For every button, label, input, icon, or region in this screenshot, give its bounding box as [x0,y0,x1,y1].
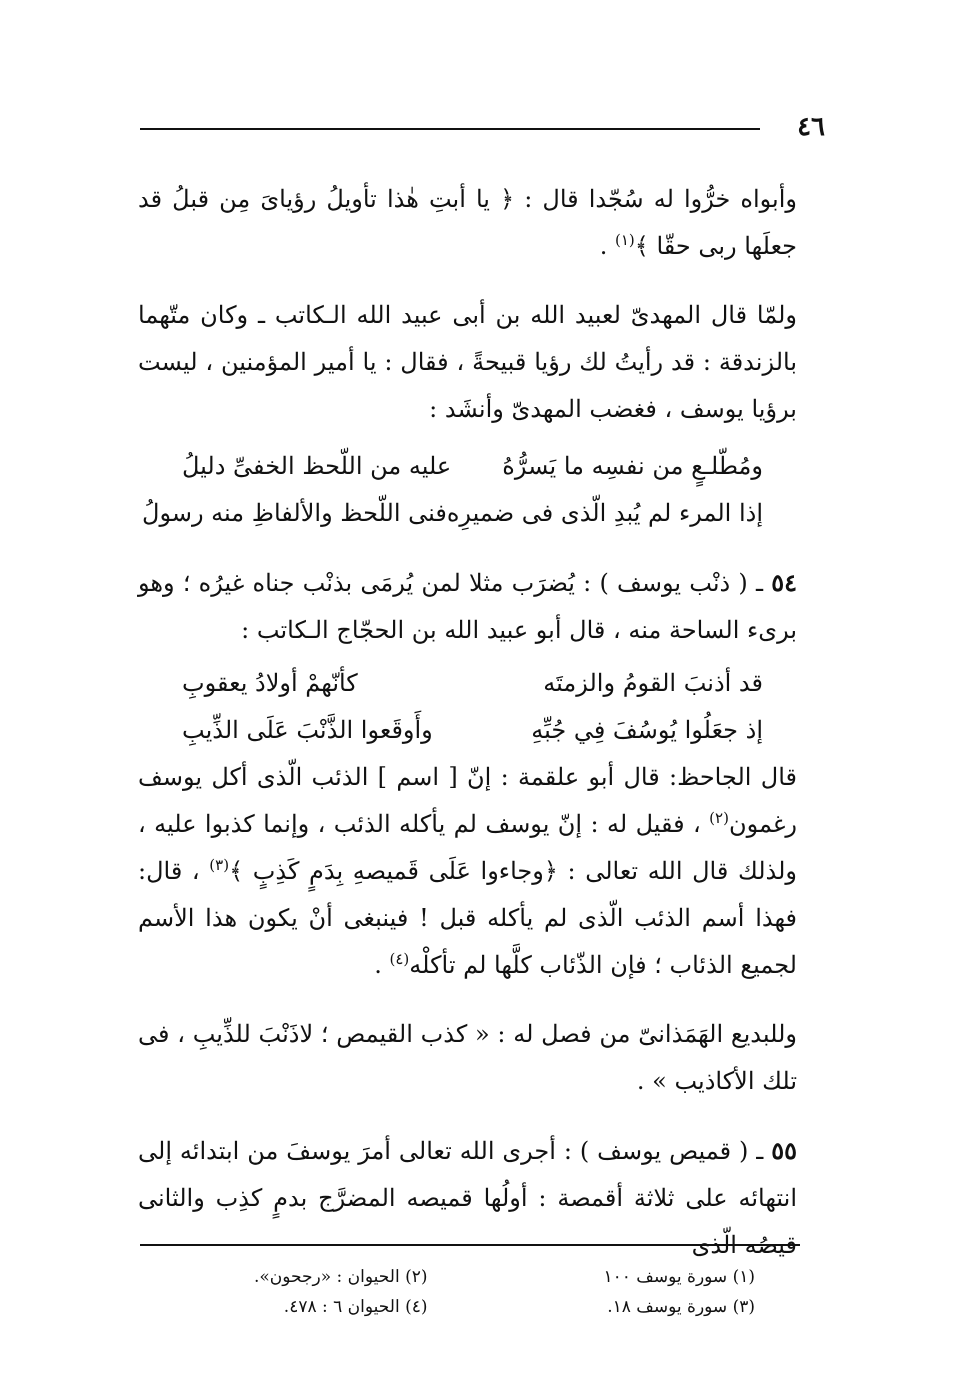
verse-block-2 [138,660,797,754]
footnote-rule [140,1244,800,1246]
entry-number: ٥٤ [771,568,797,597]
verse-line [138,443,797,490]
paragraph-1-end: . [599,232,615,260]
footnote-4: (٤) الحيوان ٦ : ٤٧٨. [283,1297,428,1317]
footnote-ref-2: (٢) [709,809,729,827]
paragraph-3 [138,559,797,654]
footnote-ref-1: (١) [614,231,635,249]
footnote-ref-4: (٤) [389,950,410,968]
verse-hemistich: إذا المرء لم يُبدِ الّذى فى ضميرِه [446,499,763,527]
footnote-3: (٣) سورة يوسف ١٨. [607,1297,755,1317]
footnotes [140,1262,755,1322]
paragraph-6 [138,1127,797,1269]
paragraph-1 [138,176,797,270]
verse-hemistich: عليه من اللّحظ الخفىِّ دليلُ [182,452,452,480]
verse-hemistich: قد أذنبَ القومُ والزمتَه [543,669,763,697]
verse-line [138,490,797,537]
verse-line [138,660,797,707]
verse-block-1 [138,443,797,537]
verse-hemistich: فنى اللّحظ والألفاظِ منه رسولُ [142,499,447,527]
footnote-ref-3: (٣) [209,856,230,874]
footnote-1: (١) سورة يوسف ١٠٠ [603,1267,755,1287]
page-number: ٤٦ [797,112,825,142]
verse-line [138,707,797,754]
paragraph-1-text: وأبواه خرُّوا له سُجّدا قال : ﴿ يا أبتِ هٰذا تأويلُ رؤياىَ مِن قبلُ قد جعلَها ربى حقّا ﴾ [138,185,797,260]
paragraph-4-end: . [374,951,390,979]
verse-hemistich: وأَوقَعوا الذَّنْبَ عَلَى الذِّيبِ [182,716,433,744]
verse-hemistich: ومُطّلـعٍ من نفسِه ما يَسرُّهُ [502,452,763,480]
paragraph-6-text: ـ ( قميص يوسف ) : أجرى الله تعالى أمرَ يوسفَ من ابتدائه إلى انتهائه على ثلاثة أقمصة : أولُها قميصه المضرَّج بدمٍ كذِب والثانى قيصُه الّذى [138,1137,797,1259]
paragraph-5: وللبديع الهَمَذانىّ من فصل له : « كذب القيمص ؛ لاذَنْبَ للذِّيبِ ، فى تلك الأكاذيب » . [138,1020,797,1095]
header-rule [140,128,760,130]
paragraph-2: ولمّا قال المهدىّ لعبيد الله بن أبى عبيد الله الـكاتب ـ وكان متّهما بالزندقة : قد رأيتُ لك رؤيا قبيحةً ، فقال : يا أمير المؤمنين ، ليست برؤيا يوسف ، فغضب المهدىّ وأنشَد : [138,301,797,423]
verse-hemistich: إذ جعَلُوا يُوسُفَ فِي جُبِّهِ [531,716,763,744]
page-body [138,176,797,1269]
paragraph-4-text-b: ، فقيل له : إنّ يوسف لم يأكله الذئب ، وإنما كذبوا عليه ، ولذلك قال الله تعالى : ﴿وجاءوا عَلَى قَميصهِ بِدَمٍ كَذِبٍ ﴾ [138,810,798,885]
entry-number: ٥٥ [771,1136,797,1165]
paragraph-3-text: ـ ( ذنْب يوسف ) : يُضرَب مثلا لمن يُرمَى بذنْب جناه غيرُه ؛ وهو برىء الساحة منه ، قال أبو عبيد الله بن الحجّاج الـكاتب : [138,569,797,644]
paragraph-4-text-a: قال الجاحظ: قال أبو علقمة : إنّ [ اسم ] الذئب الّذى أكل يوسف رغمون [138,763,797,838]
paragraph-4 [138,754,797,989]
paragraph-4-text-c: ، قال: فهذا أسم الذئب الّذى لم يأكله قبل ! فينبغى أنْ يكون هذا الأسم لجميع الذئاب ؛ فإن الذّئاب كلَّها لم تأكلْه [138,857,797,979]
verse-hemistich: كأنّهمْ أولادُ يعقوبِ [182,669,358,697]
footnote-2: (٢) الحيوان : «رجحون». [253,1267,428,1287]
